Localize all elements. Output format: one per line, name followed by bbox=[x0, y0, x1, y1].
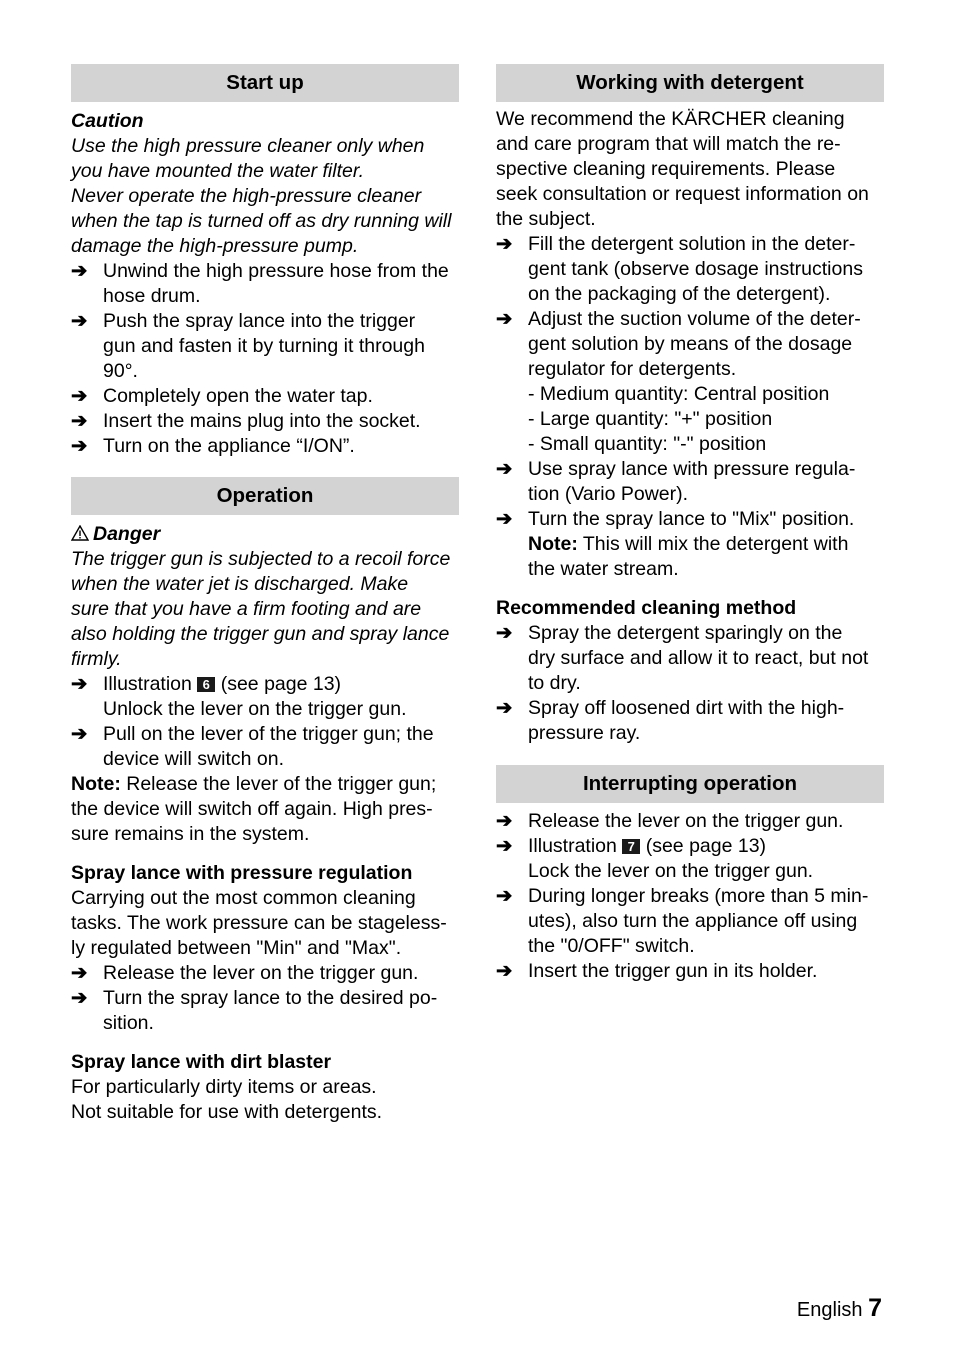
subheading-recommended-cleaning-method: Recommended cleaning method bbox=[496, 597, 797, 619]
arrow-right-icon: ➔ bbox=[71, 385, 88, 407]
section-heading-working-with-detergent: Working with detergent bbox=[496, 64, 884, 102]
list-item: ➔ Adjust the suction volume of the deter- gent solution by means of the dosage regulator for detergents. - Medium quantity: Central position - Large quantity: "+" position - Small quantity: "-" position bbox=[496, 307, 884, 457]
note-label: Note: bbox=[71, 773, 121, 795]
page-number: 7 bbox=[868, 1294, 882, 1322]
arrow-right-icon: ➔ bbox=[71, 962, 88, 984]
arrow-right-icon: ➔ bbox=[71, 260, 88, 282]
right-column bbox=[496, 64, 884, 984]
arrow-right-icon: ➔ bbox=[496, 697, 513, 719]
page-footer bbox=[797, 1293, 882, 1325]
arrow-right-icon: ➔ bbox=[496, 835, 513, 857]
quantity-medium: - Medium quantity: Central position bbox=[528, 383, 830, 405]
list-item: ➔ Illustration 6 (see page 13) Unlock the lever on the trigger gun. bbox=[71, 673, 407, 720]
arrow-right-icon: ➔ bbox=[71, 310, 88, 332]
arrow-right-icon: ➔ bbox=[71, 723, 88, 745]
arrow-right-icon: ➔ bbox=[496, 885, 513, 907]
arrow-right-icon: ➔ bbox=[496, 308, 513, 330]
arrow-right-icon: ➔ bbox=[496, 508, 513, 530]
arrow-right-icon: ➔ bbox=[71, 435, 88, 457]
section-heading-operation: Operation bbox=[71, 477, 459, 515]
arrow-right-icon: ➔ bbox=[496, 960, 513, 982]
detergent-intro: We recommend the KÄRCHER cleaning and care program that will match the re- spective cleaning requirements. Please seek consultation or request information on the subject. bbox=[496, 108, 869, 230]
danger-heading bbox=[71, 522, 459, 547]
list-item: ➔ Use spray lance with pressure regula- tion (Vario Power). bbox=[496, 458, 856, 505]
note-paragraph: Note: Release the lever of the trigger gun; the device will switch off again. High pres- sure remains in the system. bbox=[71, 773, 437, 845]
list-item: ➔ Pull on the lever of the trigger gun; the device will switch on. bbox=[71, 723, 434, 770]
list-item: ➔ Spray off loosened dirt with the high- pressure ray. bbox=[496, 697, 845, 744]
list-item: ➔ Turn the spray lance to the desired po- sition. bbox=[71, 987, 438, 1034]
arrow-right-icon: ➔ bbox=[71, 987, 88, 1009]
list-item: ➔ Release the lever on the trigger gun. bbox=[496, 810, 844, 832]
left-column: Start up Caution Use the high pressure cleaner only when you have mounted the water filter. Never operate the high-pressure cleaner when the tap is turned off as dry running will damage the high-pressure pump. ➔ Unwind the high pressure hose from the hose drum. ➔ Push the spray lance into the trigger gun and fasten it by turning it through 90°. ➔ Completely open the water tap. ➔ Insert the mains plug into the socket. ➔ Turn on the appliance “I/ON”. Operation Danger The trigger gun is subjected to a recoil force when the water jet is discharged. Make sure that you have a firm footing and are also holding the trigger gun and spray lance firmly. ➔ Illustration 6 (see page 13) Unlock the lever on the trigger gun. ➔ Pull on the lever of the trigger gun; the device will switch on. Note: Release the lever of the trigger gun; the device will switch off again. High pres- sure remains in the system. Spray lance with pressure regulation Carrying out the most common cleaning tasks. The work pressure can be stageless- ly regulated between "Min" and "Max". ➔ Release the lever on the trigger gun. ➔ Turn the spray lance to the desired po- sition. Spray lance with dirt blaster For particularly dirty items or areas. Not suitable for use with detergents. bbox=[71, 64, 459, 1125]
subheading-pressure-regulation: Spray lance with pressure regulation bbox=[71, 862, 413, 884]
arrow-right-icon: ➔ bbox=[496, 810, 513, 832]
arrow-right-icon: ➔ bbox=[496, 622, 513, 644]
list-item: ➔ Insert the trigger gun in its holder. bbox=[496, 960, 818, 982]
arrow-right-icon: ➔ bbox=[496, 458, 513, 480]
list-item: ➔ Spray the detergent sparingly on the dry surface and allow it to react, but not to dry. bbox=[496, 622, 869, 694]
section-heading-start-up: Start up bbox=[71, 64, 459, 102]
quantity-small: - Small quantity: "-" position bbox=[528, 433, 767, 455]
arrow-right-icon: ➔ bbox=[496, 233, 513, 255]
list-item: ➔ Release the lever on the trigger gun. bbox=[71, 962, 419, 984]
illustration-number-badge: 6 bbox=[197, 677, 215, 692]
list-item: ➔ Fill the detergent solution in the deter- gent tank (observe dosage instructions on the packaging of the detergent). bbox=[496, 233, 863, 305]
list-item: ➔ Push the spray lance into the trigger gun and fasten it by turning it through 90°. bbox=[71, 310, 425, 382]
danger-label: Danger bbox=[93, 523, 161, 545]
list-item: ➔ Illustration 7 (see page 13) Lock the lever on the trigger gun. bbox=[496, 835, 814, 882]
caution-text: Use the high pressure cleaner only when you have mounted the water filter. Never operate the high-pressure cleaner when the tap is turned off as dry running will damage the high-pressure pump. bbox=[71, 135, 452, 257]
quantity-large: - Large quantity: "+" position bbox=[528, 408, 773, 430]
illustration-number-badge: 7 bbox=[622, 839, 640, 854]
list-item: ➔ Turn on the appliance “I/ON”. bbox=[71, 435, 355, 457]
caution-label: Caution bbox=[71, 110, 144, 132]
subheading-dirt-blaster: Spray lance with dirt blaster bbox=[71, 1051, 332, 1073]
list-item: ➔ During longer breaks (more than 5 min- utes), also turn the appliance off using the "0/OFF" switch. bbox=[496, 885, 869, 957]
warning-triangle-icon bbox=[71, 522, 93, 547]
danger-text: The trigger gun is subjected to a recoil force when the water jet is discharged. Make sure that you have a firm footing and are also holding the trigger gun and spray lance firmly. bbox=[71, 548, 451, 670]
footer-language: English bbox=[796, 1299, 863, 1321]
list-item: ➔ Unwind the high pressure hose from the hose drum. bbox=[71, 260, 449, 307]
list-item: ➔ Insert the mains plug into the socket. bbox=[71, 410, 421, 432]
arrow-right-icon: ➔ bbox=[71, 410, 88, 432]
list-item: ➔ Turn the spray lance to "Mix" position. Note: This will mix the detergent with the water stream. bbox=[496, 508, 855, 580]
section-heading-interrupting-operation: Interrupting operation bbox=[496, 765, 884, 803]
arrow-right-icon: ➔ bbox=[71, 673, 88, 695]
note-label: Note: bbox=[528, 533, 578, 555]
list-item: ➔ Completely open the water tap. bbox=[71, 385, 373, 407]
